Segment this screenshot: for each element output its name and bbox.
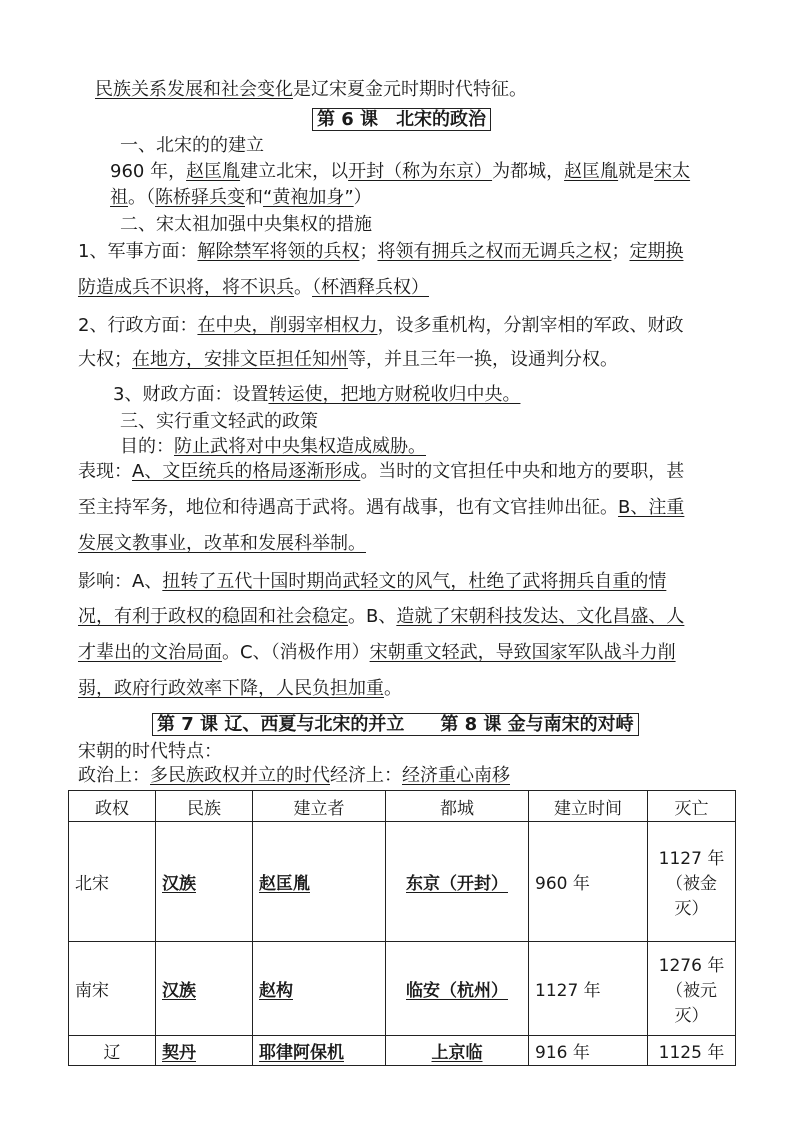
underlined-text: 陈桥驿兵变 [155,187,245,208]
intro-line [95,78,527,102]
text: 影响：A、 [78,571,163,592]
underlined-text: 解除禁军将领的兵权 [197,241,360,262]
underlined-text: 在地方，安排文臣担任知州 [132,349,348,370]
admin-line-2 [78,348,618,372]
military-line-1 [78,240,683,264]
cell-ethnic: 汉族 [156,822,253,942]
underlined-text: 民族关系发展和社会变化 [95,79,293,100]
underlined-text: 弱，政府行政效率下降，人民负担加重 [78,678,384,699]
underlined-text: 发展文教事业，改革和发展科举制。 [78,533,366,554]
manifest-line-1 [78,460,684,484]
underlined-text: 定期换 [629,241,684,262]
lesson-title: 第 7 课 辽、西夏与北宋的并立 第 8 课 金与南宋的对峙 [152,713,639,736]
cell-fall [648,822,736,942]
text: 。当时的文官担任中央和地方的要职，甚 [360,461,685,482]
cell-fall [648,942,736,1036]
text: 为都城， [492,161,565,182]
table-header-row [69,791,736,822]
text: 表现： [78,461,132,482]
header-founder: 建立者 [253,791,386,822]
cell-founded: 960 年 [529,822,648,942]
underlined-text: “黄袍加身” [263,187,354,208]
purpose-line [120,435,426,459]
underlined-text: 经济重心南移 [402,765,510,786]
underlined-text: 多民族政权并立的时代 [150,765,330,786]
era-features-title: 宋朝的时代特点： [78,741,222,762]
text: ； [359,241,378,262]
text: 建立北宋，以 [240,161,349,182]
underlined-text: 赵匡胤 [186,161,241,182]
text: ，设多重机构，分割宰相的军政、财政 [377,315,684,336]
cell-founded: 916 年 [529,1036,648,1066]
underlined-text: 造就了宋朝科技发达、文化昌盛、人 [396,606,685,627]
cell-capital: 上京临 [386,1036,529,1066]
text: ； [611,241,630,262]
table-row [69,822,736,942]
impact-line-3 [78,641,676,665]
text: 大权； [78,349,132,370]
paragraph-founding-cont [110,186,372,210]
header-fall: 灭亡 [648,791,736,822]
text: 等，并且三年一换，设通判分权。 [348,349,618,370]
text: 目的： [120,436,174,457]
lesson-title: 第 6 课 北宋的政治 [312,108,491,131]
cell-capital: 临安（杭州） [386,942,529,1036]
underlined-text: 将领有拥兵之权而无调兵之权 [377,241,612,262]
cell-founder: 赵匡胤 [253,822,386,942]
cell-ethnic: 汉族 [156,942,253,1036]
era-features-line [78,764,510,788]
header-regime: 政权 [69,791,156,822]
underlined-text: 转运使，把地方财税收归中央。 [268,384,521,405]
section-2-heading: 二、宋太祖加强中央集权的措施 [120,214,372,235]
cell-founded: 1127 年 [529,942,648,1036]
underlined-text: 祖 [110,187,128,208]
military-line-2 [78,276,429,300]
table-row [69,942,736,1036]
cell-capital: 东京（开封） [386,822,529,942]
cell-regime: 北宋 [69,822,156,942]
text: 2、行政方面： [78,315,198,336]
underlined-text: B、注重 [618,497,685,518]
text: 960 年， [110,161,187,182]
underlined-text: 防止武将对中央集权造成威胁。 [174,436,426,457]
paragraph-founding [110,160,690,184]
underlined-text: 宋朝重文轻武，导致国家军队战斗力削 [369,642,676,663]
impact-line-4 [78,677,402,701]
fall-note: （被元灭） [666,981,717,1026]
underlined-text: 扭转了五代十国时期尚武轻文的风气，杜绝了武将拥兵自重的情 [162,571,667,592]
cell-ethnic: 契丹 [156,1036,253,1066]
underlined-text: 宋太 [654,161,691,182]
text: 和 [245,187,263,208]
text: 。 [294,277,312,298]
cell-founder: 耶律阿保机 [253,1036,386,1066]
underlined-text: 赵匡胤 [564,161,619,182]
text: 。 [384,678,402,699]
table-row [69,1036,736,1066]
regimes-table [68,790,736,1066]
cell-regime: 辽 [69,1036,156,1066]
manifest-line-3 [78,532,366,556]
text: ） [353,187,372,208]
underlined-text: A、文臣统兵的格局逐渐形成 [132,461,361,482]
header-ethnic: 民族 [156,791,253,822]
underlined-text: 在中央，削弱宰相权力 [197,315,378,336]
manifest-line-2 [78,496,684,520]
fall-year: 1127 年 [658,849,725,869]
finance-line [113,383,520,407]
text: 。B、 [348,606,397,627]
admin-line-1 [78,314,683,338]
cell-founder: 赵构 [253,942,386,1036]
impact-line-2 [78,605,684,629]
lesson-7-8-heading [152,713,639,737]
text: 至主持军务，地位和待遇高于武将。遇有战事，也有文官挂帅出征。 [78,497,618,518]
text: 就是 [618,161,655,182]
underlined-text: 况，有利于政权的稳固和社会稳定 [78,606,348,627]
text: 。（ [128,187,155,208]
underlined-text: （杯酒释兵权） [312,277,429,298]
text: 经济上： [330,765,402,786]
impact-line-1 [78,570,666,594]
underlined-text: 开封（称为东京） [348,161,493,182]
fall-note: （被金灭） [666,874,717,919]
header-capital: 都城 [386,791,529,822]
underlined-text: 才辈出的文治局面 [78,642,222,663]
lesson-6-heading [312,108,491,132]
section-1-heading: 一、北宋的的建立 [120,135,264,156]
fall-year: 1276 年 [658,956,725,976]
text: 1、军事方面： [78,241,198,262]
underlined-text: 防造成兵不识将，将不识兵 [78,277,294,298]
text: 。C、（消极作用） [222,642,370,663]
fall-year: 1125 年 [658,1043,725,1063]
text: 3、财政方面：设置 [113,384,269,405]
text: 政治上： [78,765,150,786]
section-3-heading: 三、实行重文轻武的政策 [120,411,318,432]
cell-regime: 南宋 [69,942,156,1036]
header-founded: 建立时间 [529,791,648,822]
cell-fall [648,1036,736,1066]
text: 是辽宋夏金元时期时代特征。 [293,79,527,100]
